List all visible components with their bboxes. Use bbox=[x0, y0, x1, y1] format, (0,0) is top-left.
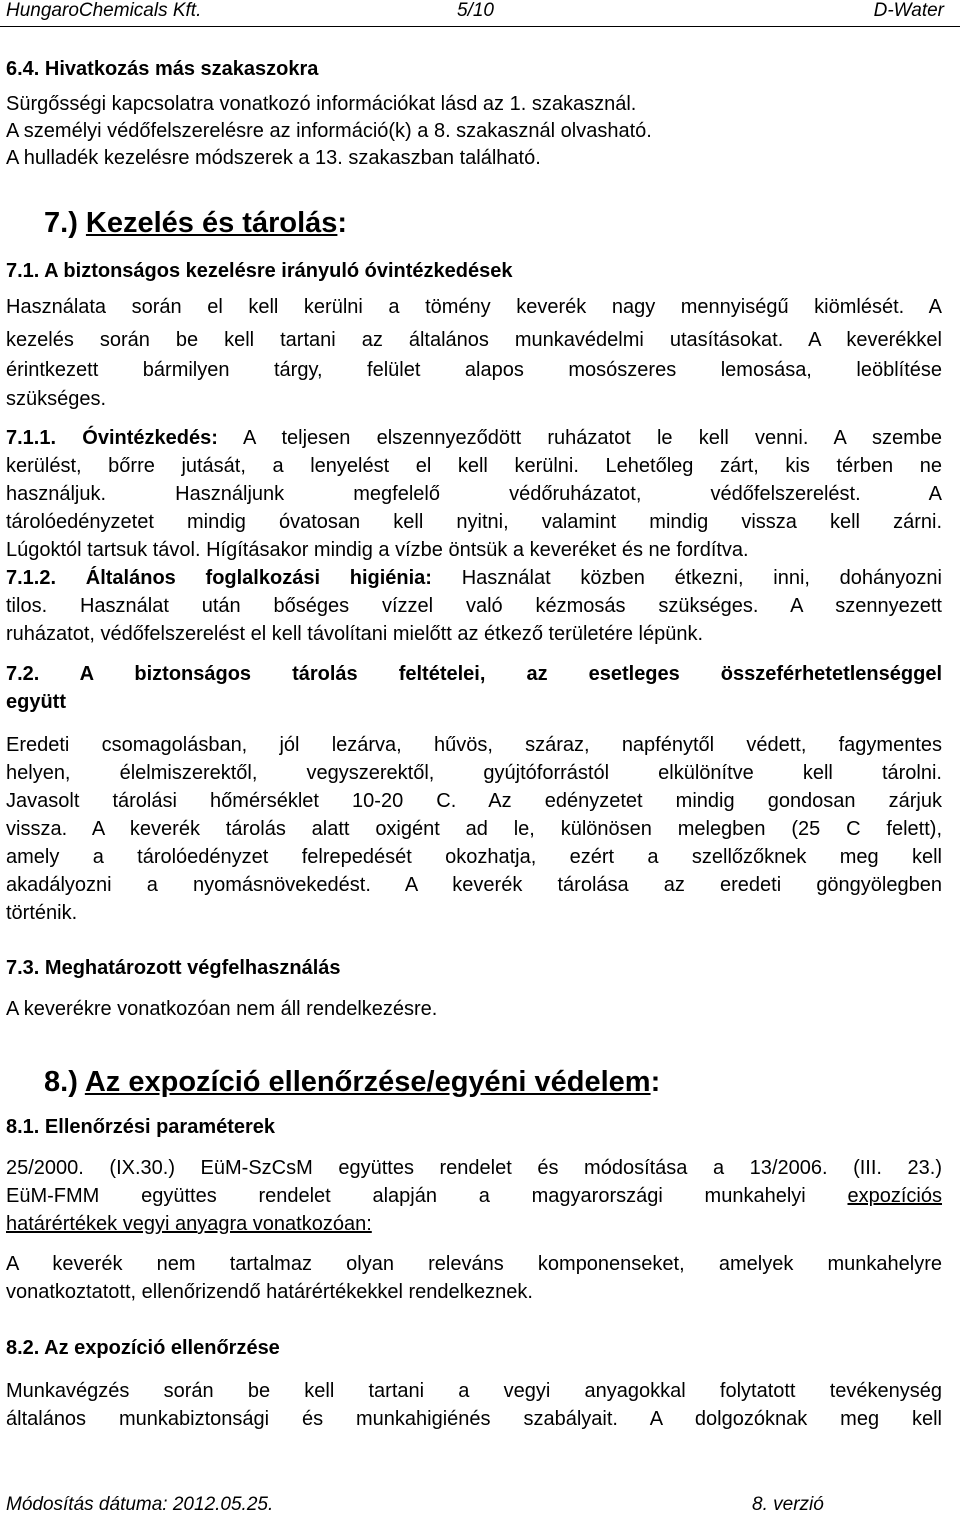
section-7-1-title: 7.1. A biztonságos kezelésre irányuló óvintézkedések bbox=[6, 260, 513, 282]
section-7-heading: 7.) Kezelés és tárolás: bbox=[44, 207, 348, 239]
section-7-1-1-line: kerülést, bőrre jutását, a lenyelést el kell kerülni. Lehetőleg zárt, kis térben ne bbox=[6, 455, 942, 477]
section-7-2-line: amely a tárolóedényzet felrepedését okozhatja, ezért a szellőzőknek meg kell bbox=[6, 846, 942, 868]
section-7-1-2-line: tilos. Használat után bőséges vízzel való kézmosás szükséges. A szennyezett bbox=[6, 595, 942, 617]
section-7-title: Kezelés és tárolás bbox=[85, 207, 338, 239]
section-7-3-text: A keverékre vonatkozóan nem áll rendelkezésre. bbox=[6, 998, 438, 1020]
section-7-1-2-label: 7.1.2. Általános foglalkozási higiénia: bbox=[6, 567, 432, 589]
section-7-2-line: vissza. A keverék tárolás alatt oxigént ad le, különösen melegben (25 C felett), bbox=[6, 818, 942, 840]
section-7-1-line: kezelés során be kell tartani az általános munkavédelmi utasításokat. A keverékkel bbox=[6, 329, 942, 351]
section-7-2-line: Javasolt tárolási hőmérséklet 10-20 C. Az edényzetet mindig gondosan zárjuk bbox=[6, 790, 942, 812]
section-7-3-title: 7.3. Meghatározott végfelhasználás bbox=[6, 957, 341, 979]
section-8-2-line: általános munkabiztonsági és munkahigiénés szabályait. A dolgozóknak meg kell bbox=[6, 1408, 942, 1430]
footer-date: Módosítás dátuma: 2012.05.25. bbox=[6, 1494, 274, 1515]
header-product: D-Water bbox=[873, 0, 944, 21]
section-6-4-title: 6.4. Hivatkozás más szakaszokra bbox=[6, 58, 319, 80]
section-6-4-line: Sürgősségi kapcsolatra vonatkozó információkat lásd az 1. szakasznál. bbox=[6, 93, 637, 115]
header-page-number: 5/10 bbox=[457, 0, 494, 21]
section-7-1-line: Használata során el kell kerülni a tömény keverék nagy mennyiségű kiömlését. A bbox=[6, 296, 942, 318]
section-8-1-para: A keverék nem tartalmaz olyan releváns komponenseket, amelyek munkahelyre bbox=[6, 1253, 942, 1275]
header-rule bbox=[0, 26, 960, 27]
section-7-1-2-line: ruházatot, védőfelszerelést el kell távolítani mielőtt az étkező területére lépünk. bbox=[6, 623, 704, 645]
section-7-1-1-line: Lúgoktól tartsuk távol. Hígításakor mindig a vízbe öntsük a keveréket és ne fordítva. bbox=[6, 539, 749, 561]
section-7-2-line: akadályozni a nyomásnövekedést. A keverék tárolása az eredeti göngyölegben bbox=[6, 874, 942, 896]
section-7-2-title-cont: együtt bbox=[6, 691, 66, 713]
section-7-1-1-line: 7.1.1. Óvintézkedés: A teljesen elszennyeződött ruházatot le kell venni. A szembe bbox=[6, 427, 942, 449]
section-7-2-line: helyen, élelmiszerektől, vegyszerektől, gyújtóforrástól elkülönítve kell tárolni. bbox=[6, 762, 942, 784]
section-7-1-line: érintkezett bármilyen tárgy, felület alapos mosószeres lemosása, leöblítése bbox=[6, 359, 942, 381]
footer-version: 8. verzió bbox=[752, 1494, 824, 1515]
section-7-1-1-label: 7.1.1. Óvintézkedés: bbox=[6, 427, 218, 449]
header-company: HungaroChemicals Kft. bbox=[6, 0, 202, 21]
section-7-2-line: történik. bbox=[6, 902, 78, 924]
section-6-4-line: A hulladék kezelésre módszerek a 13. szakaszban található. bbox=[6, 147, 541, 169]
section-8-1-para: vonatkoztatott, ellenőrizendő határértékekkel rendelkeznek. bbox=[6, 1281, 533, 1303]
section-7-1-1-line: használjuk. Használjunk megfelelő védőruházatot, védőfelszerelést. A bbox=[6, 483, 942, 505]
section-7-1-1-line: tárolóedényzetet mindig óvatosan kell nyitni, valamint mindig vissza kell zárni. bbox=[6, 511, 942, 533]
section-8-1-line: határértékek vegyi anyagra vonatkozóan: bbox=[6, 1213, 372, 1235]
section-8-heading: 8.) Az expozíció ellenőrzése/egyéni védelem: bbox=[44, 1066, 661, 1098]
section-8-1-line: 25/2000. (IX.30.) EüM-SzCsM együttes rendelet és módosítása a 13/2006. (III. 23.) bbox=[6, 1157, 942, 1179]
section-7-2-title: 7.2. A biztonságos tárolás feltételei, az esetleges összeférhetetlenséggel bbox=[6, 663, 942, 685]
section-6-4-line: A személyi védőfelszerelésre az információ(k) a 8. szakasznál olvasható. bbox=[6, 120, 652, 142]
section-8-2-line: Munkavégzés során be kell tartani a vegyi anyagokkal folytatott tevékenység bbox=[6, 1380, 942, 1402]
section-8-1-line: EüM-FMM együttes rendelet alapján a magyarországi munkahelyi expozíciós bbox=[6, 1185, 942, 1207]
section-8-1-title: 8.1. Ellenőrzési paraméterek bbox=[6, 1116, 276, 1138]
section-7-1-line: szükséges. bbox=[6, 388, 107, 410]
section-8-title: Az expozíció ellenőrzése/egyéni védelem bbox=[84, 1066, 651, 1098]
section-7-2-line: Eredeti csomagolásban, jól lezárva, hűvös, száraz, napfénytől védett, fagymentes bbox=[6, 734, 942, 756]
section-8-2-title: 8.2. Az expozíció ellenőrzése bbox=[6, 1337, 280, 1359]
section-7-1-2-line: 7.1.2. Általános foglalkozási higiénia: Használat közben étkezni, inni, dohányozni bbox=[6, 567, 942, 589]
